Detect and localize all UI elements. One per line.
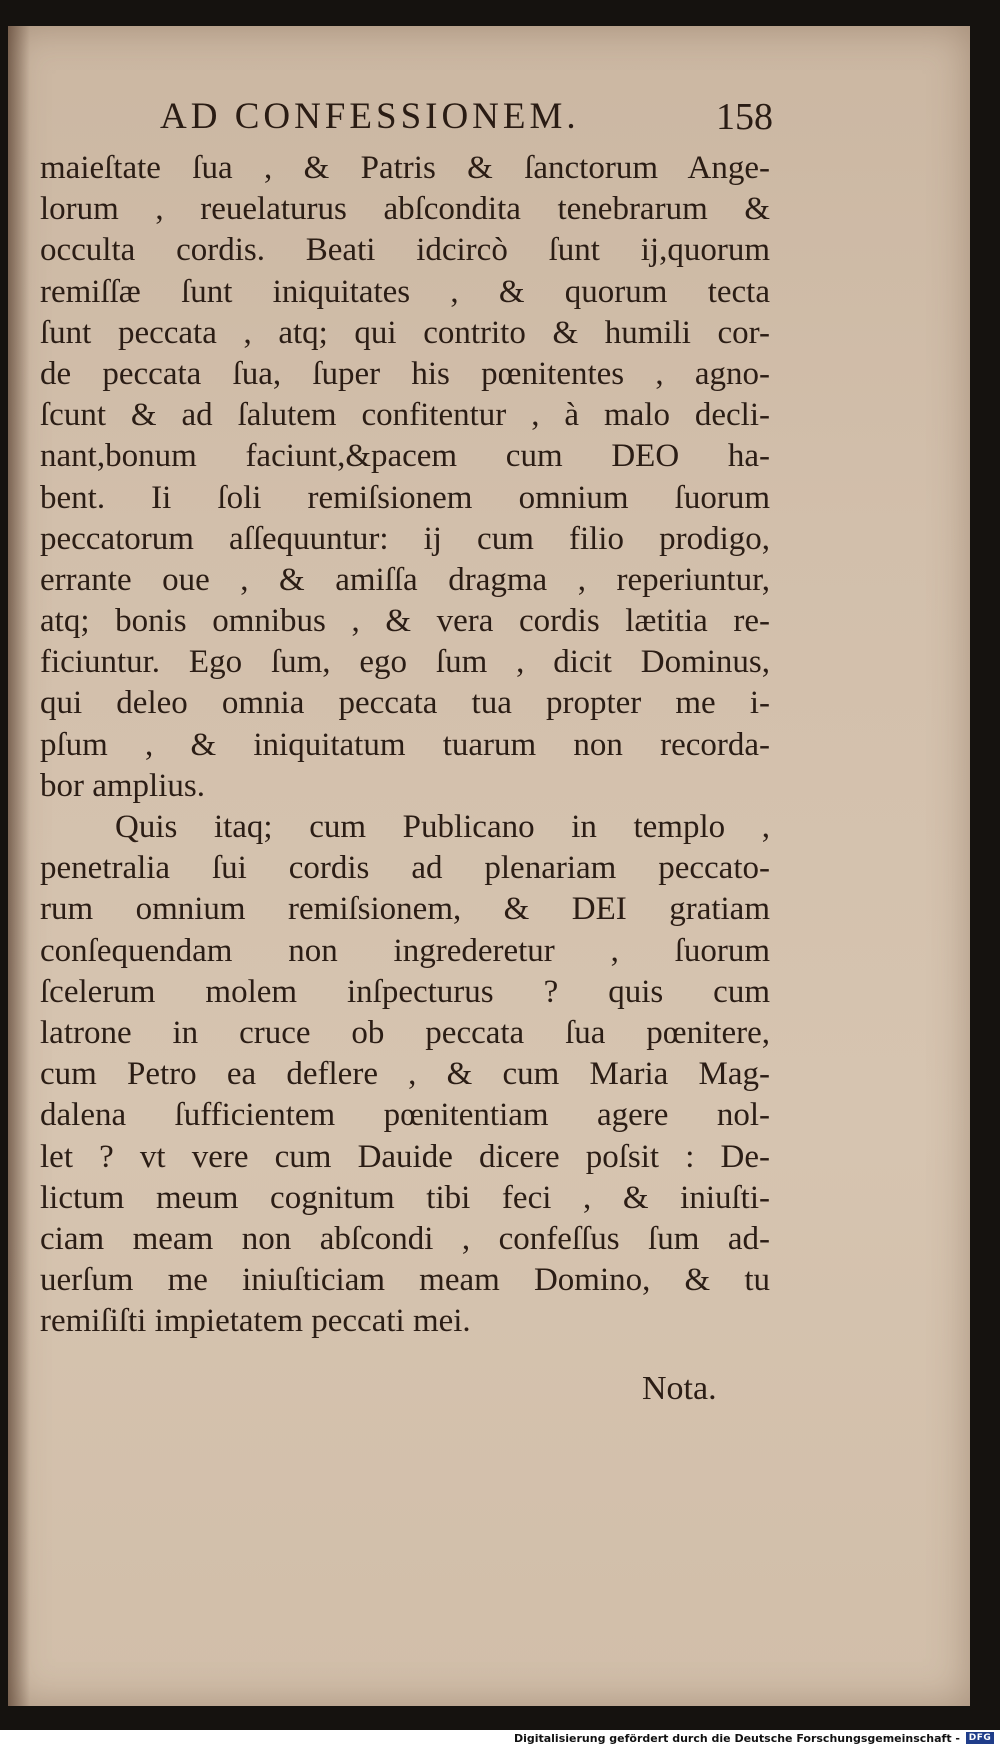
catchword: Nota. — [642, 1370, 717, 1407]
text-line: bent. Ii ſoli remiſsionem omnium ſuorum — [40, 479, 770, 516]
text-line: ficiuntur. Ego ſum, ego ſum , dicit Dominus, — [40, 644, 770, 681]
text-line: conſequendam non ingrederetur , ſuorum — [40, 932, 770, 969]
text-line: Quis itaq; cum Publicano in templo , — [115, 809, 770, 845]
running-head: AD CONFESSIONEM. — [160, 96, 580, 137]
text-line: ſunt peccata , atq; qui contrito & humili cor- — [40, 314, 770, 351]
page-gutter-shadow — [8, 26, 30, 1706]
text-line: uerſum me iniuſticiam meam Domino, & tu — [40, 1262, 770, 1299]
text-line: pſum , & iniquitatum tuarum non recorda- — [40, 726, 770, 763]
text-line: qui deleo omnia peccata tua propter me i- — [40, 685, 770, 722]
page-number: 158 — [716, 96, 773, 138]
text-line: cum Petro ea deflere , & cum Maria Mag- — [40, 1056, 770, 1093]
text-line: atq; bonis omnibus , & vera cordis lætitia re- — [40, 603, 770, 640]
text-line: remiſiſti impietatem peccati mei. — [40, 1303, 471, 1340]
text-line: remiſſæ ſunt iniquitates , & quorum tecta — [40, 273, 770, 310]
text-line: ciam meam non abſcondi , confeſſus ſum ad- — [40, 1220, 770, 1257]
body-text — [40, 148, 770, 1342]
text-line: de peccata ſua, ſuper his pœnitentes , agno- — [40, 355, 770, 392]
text-line: occulta cordis. Beati idcircò ſunt ij,quorum — [40, 232, 770, 269]
text-line: latrone in cruce ob peccata ſua pœnitere, — [40, 1014, 770, 1051]
text-line: ſcelerum molem inſpecturus ? quis cum — [40, 973, 770, 1010]
text-line: maieſtate ſua , & Patris & ſanctorum Ange- — [40, 150, 770, 186]
text-line: ſcunt & ad ſalutem confitentur , à malo decli- — [40, 397, 770, 434]
footer-credit: Digitalisierung gefördert durch die Deutsche Forschungsgemeinschaft - — [513, 1732, 960, 1745]
text-line: rum omnium remiſsionem, & DEI gratiam — [40, 891, 770, 928]
text-line: let ? vt vere cum Dauide dicere poſsit : De- — [40, 1138, 770, 1175]
text-line: bor amplius. — [40, 767, 205, 804]
text-line: errante oue , & amiſſa dragma , reperiuntur, — [40, 561, 770, 598]
dfg-logo-icon: DFG — [966, 1732, 994, 1744]
text-line: lictum meum cognitum tibi feci , & iniuſti- — [40, 1179, 770, 1216]
text-line: dalena ſufficientem pœnitentiam agere nol- — [40, 1097, 770, 1134]
digitization-footer — [0, 1730, 1000, 1747]
text-line: peccatorum aſſequuntur: ij cum filio prodigo, — [40, 520, 770, 557]
text-line: penetralia ſui cordis ad plenariam peccato- — [40, 850, 770, 887]
text-line: nant,bonum faciunt,&pacem cum DEO ha- — [40, 438, 770, 475]
text-line: lorum , reuelaturus abſcondita tenebrarum & — [40, 191, 770, 228]
